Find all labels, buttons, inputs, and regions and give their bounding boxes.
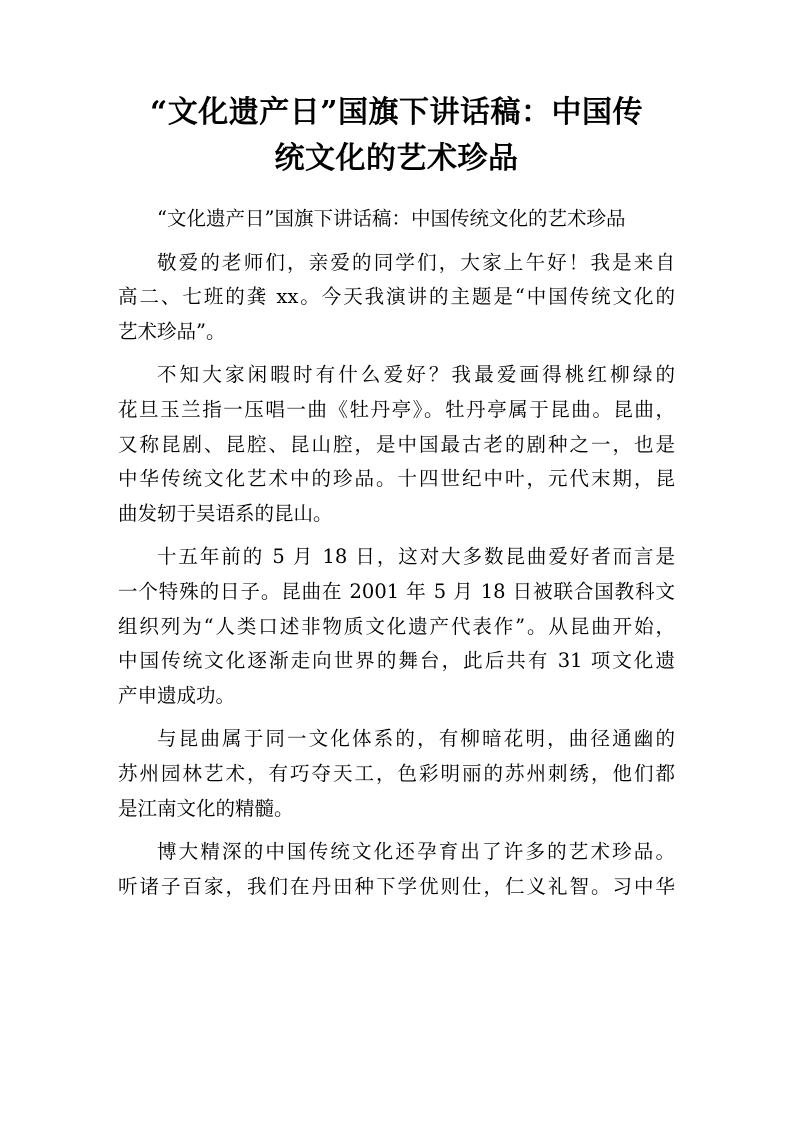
paragraph-line: “文化遗产日”国旗下讲话稿：中国传统文化的艺术珍品 [157,207,626,230]
paragraph-line: 不知大家闲暇时有什么爱好？我最爱画得桃红柳绿的 [157,363,675,387]
paragraph-line: 一个特殊的日子。昆曲在 2001 年 5 月 18 日被联合国教科文 [118,579,675,603]
document-body [118,202,675,904]
paragraph-subtitle [118,202,675,237]
paragraph-line: 是江南文化的精髓。 [118,796,294,820]
paragraph-line: 中华传统文化艺术中的珍品。十四世纪中叶，元代末期，昆 [118,467,675,491]
paragraph-line: 艺术珍品”。 [118,319,226,343]
paragraph-line: 高二、七班的龚 xx。今天我演讲的主题是“中国传统文化的 [118,285,675,309]
paragraph-line: 产申遗成功。 [118,683,236,707]
paragraph-line: 听诸子百家，我们在丹田种下学优则仕，仁义礼智。习中华 [118,874,675,898]
paragraph-heritage-date [118,540,675,713]
title-line: “文化遗产日”国旗下讲话稿：中国传 [149,95,643,130]
paragraph-line: 曲发轫于吴语系的昆山。 [118,501,333,525]
paragraph-line: 中国传统文化逐渐走向世界的舞台，此后共有 31 项文化遗 [118,649,675,673]
paragraph-suzhou-culture [118,722,675,826]
paragraph-line: 敬爱的老师们，亲爱的同学们，大家上午好！我是来自 [157,250,675,274]
paragraph-line: 花旦玉兰指一压唱一曲《牡丹亭》。牡丹亭属于昆曲。昆曲， [118,397,675,421]
title-line: 统文化的艺术珍品 [274,141,519,176]
document-title [118,90,675,182]
paragraph-line: 十五年前的 5 月 18 日，这对大多数昆曲爱好者而言是 [157,545,675,569]
paragraph-line: 博大精深的中国传统文化还孕育出了许多的艺术珍品。 [157,840,675,864]
paragraph-line: 苏州园林艺术，有巧夺天工，色彩明丽的苏州刺绣，他们都 [118,761,675,785]
paragraph-line: 与昆曲属于同一文化体系的，有柳暗花明，曲径通幽的 [157,727,675,751]
paragraph-kunqu-intro [118,358,675,531]
paragraph-line: 组织列为“人类口述非物质文化遗产代表作”。从昆曲开始， [118,614,675,638]
paragraph-art-treasures [118,835,675,904]
paragraph-line: 又称昆剧、昆腔、昆山腔，是中国最古老的剧种之一，也是 [118,432,675,456]
paragraph-greeting [118,246,675,350]
